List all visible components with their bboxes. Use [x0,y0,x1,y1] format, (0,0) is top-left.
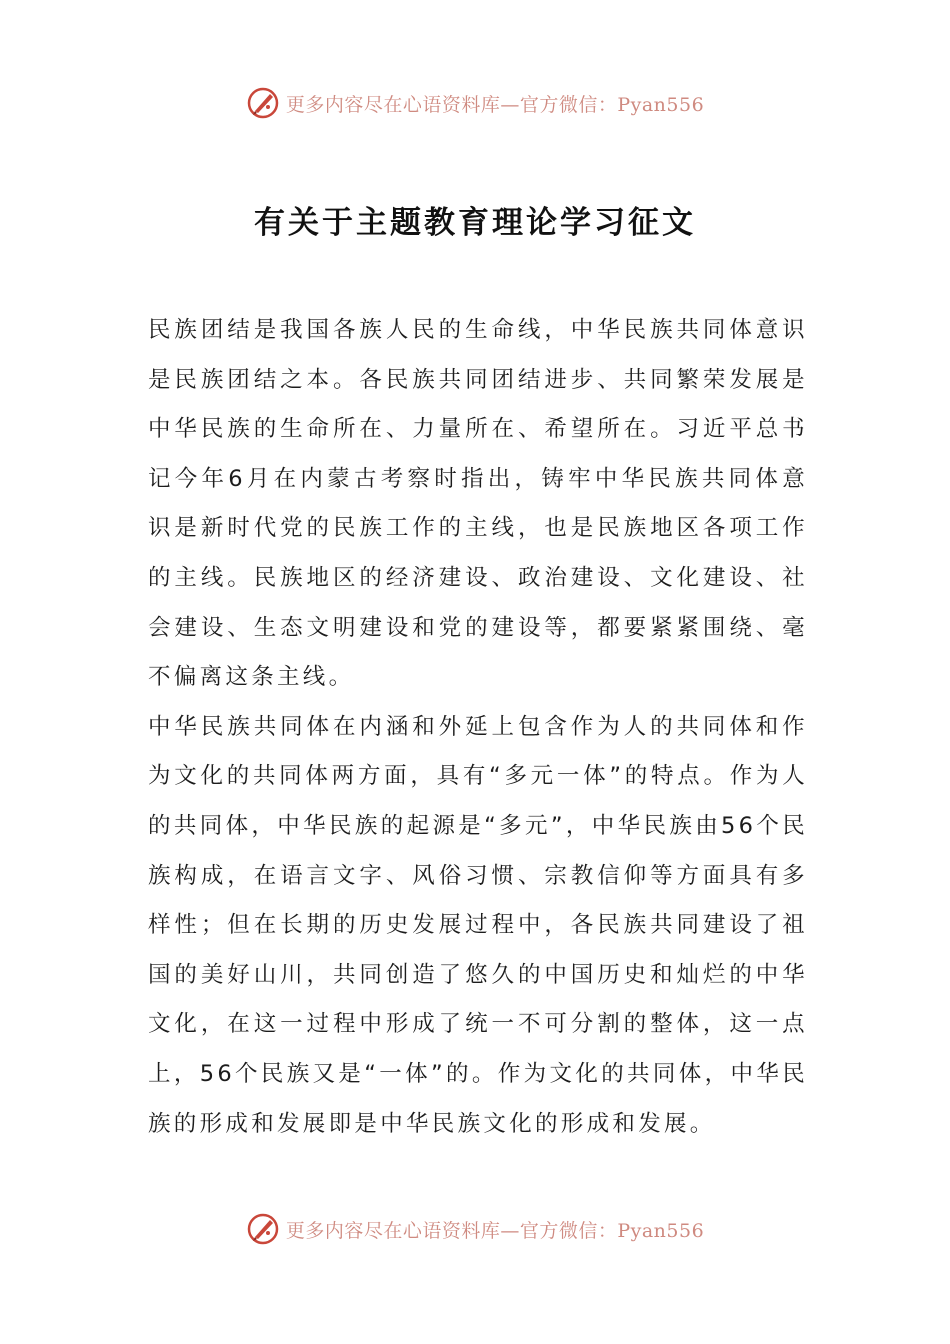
footer-watermark [0,1212,950,1246]
watermark-text: 更多内容尽在心语资料库—官方微信：Pyan556 [285,93,705,116]
watermark-text: 更多内容尽在心语资料库—官方微信：Pyan556 [285,1219,705,1242]
quill-pen-logo-icon [246,86,280,120]
document-title: 有关于主题教育理论学习征文 [254,204,696,241]
paragraph: 民族团结是我国各族人民的生命线，中华民族共同体意识是民族团结之本。各民族共同团结进步、共同繁荣发展是中华民族的生命所在、力量所在、希望所在。习近平总书记今年6月在内蒙古考察时指出，铸牢中华民族共同体意识是新时代党的民族工作的主线，也是民族地区各项工作的主线。民族地区的经济建设、政治建设、文化建设、社会建设、生态文明建设和党的建设等，都要紧紧围绕、毫不偏离这条主线。 [148,317,808,691]
quill-pen-logo-icon [246,1212,280,1246]
header-watermark [0,86,950,120]
document-body [148,306,808,1149]
paragraph: 中华民族共同体在内涵和外延上包含作为人的共同体和作为文化的共同体两方面，具有“多元一体”的特点。作为人的共同体，中华民族的起源是“多元”，中华民族由56个民族构成，在语言文字、风俗习惯、宗教信仰等方面具有多样性；但在长期的历史发展过程中，各民族共同建设了祖国的美好山川，共同创造了悠久的中国历史和灿烂的中华文化，在这一过程中形成了统一不可分割的整体，这一点上，56个民族又是“一体”的。作为文化的共同体，中华民族的形成和发展即是中华民族文化的形成和发展。 [148,713,808,1137]
